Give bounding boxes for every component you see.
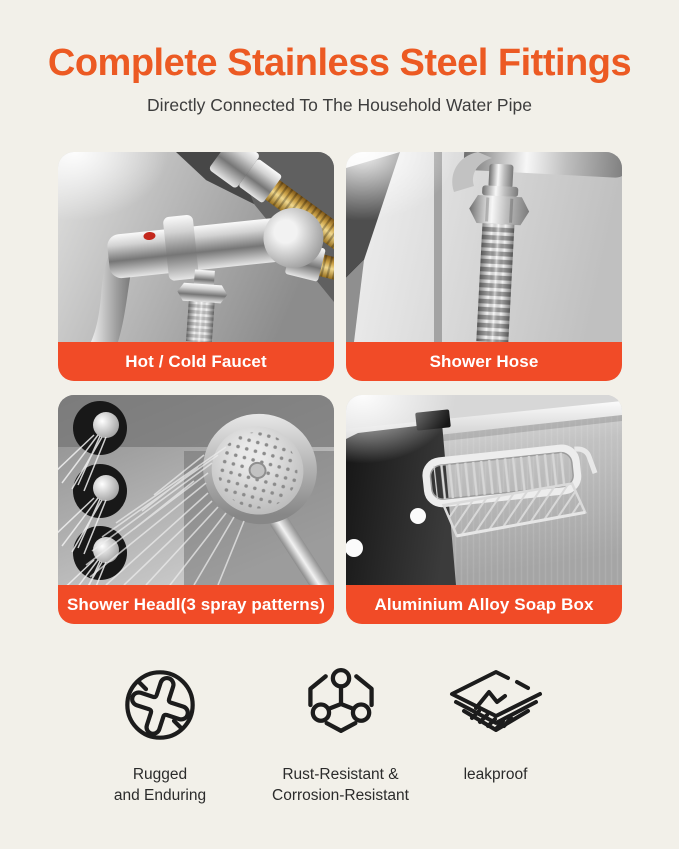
tile-label-shower-head: Shower Headl(3 spray patterns): [58, 585, 334, 624]
layered-sheets-icon: [418, 660, 573, 750]
shower-head-illustration: [58, 395, 334, 585]
feature-rust-resistant: [243, 660, 438, 807]
soap-box-photo: [346, 395, 622, 585]
feature-rugged: [85, 660, 235, 807]
faucet-photo: [58, 152, 334, 342]
feature-leakproof: [418, 660, 573, 785]
molecule-icon: [243, 660, 438, 750]
faucet-illustration: [58, 152, 334, 342]
tile-shower-head: [58, 395, 334, 624]
feature-leakproof-label: leakproof: [463, 766, 528, 783]
header: [0, 0, 679, 116]
page-title: Complete Stainless Steel Fittings: [47, 42, 632, 84]
durability-circle-icon: [85, 660, 235, 750]
page-subtitle: Directly Connected To The Household Water Pipe: [147, 94, 532, 115]
hose-illustration: [346, 152, 622, 342]
tile-label-hose: Shower Hose: [346, 342, 622, 381]
soap-box-illustration: [346, 395, 622, 585]
feature-rust-resistant-label: Rust-Resistant & Corrosion-Resistant: [272, 766, 409, 805]
feature-highlights: [0, 660, 679, 820]
shower-head-photo: [58, 395, 334, 585]
tile-label-soap-box: Aluminium Alloy Soap Box: [346, 585, 622, 624]
tile-soap-box: [346, 395, 622, 624]
tile-hot-cold-faucet: [58, 152, 334, 381]
tile-shower-hose: [346, 152, 622, 381]
hose-photo: [346, 152, 622, 342]
feature-grid: [58, 152, 622, 624]
feature-rugged-label: Rugged and Enduring: [113, 766, 207, 805]
tile-label-faucet: Hot / Cold Faucet: [58, 342, 334, 381]
